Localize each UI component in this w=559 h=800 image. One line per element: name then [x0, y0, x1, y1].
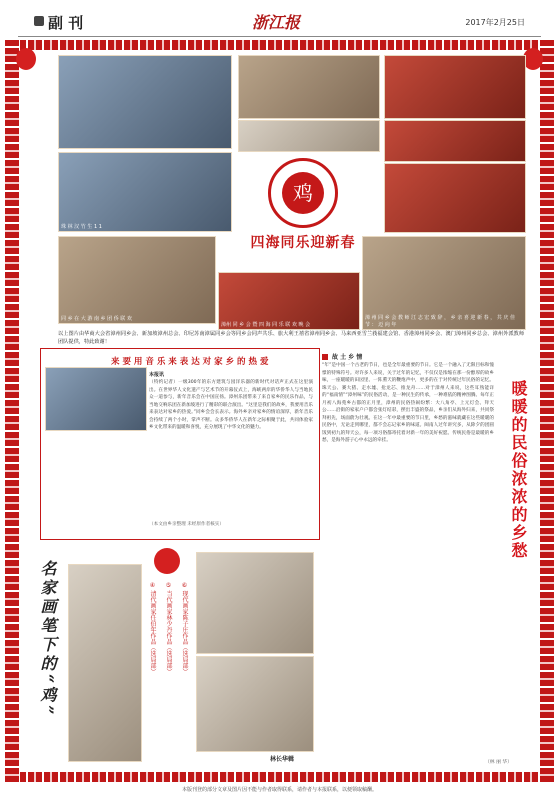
art-caption-2: ⑤ 当代画家林少丹作品（选局部） [165, 582, 172, 675]
seal-text: 四海同乐迎新春 [250, 235, 356, 251]
collage-caption: 以上图片由华商大会省漳州同乡会、新加坡漳州总会、印尼苏南漳属同乡会等同乡会同声共乐、旅大利王禧省漳州同乡会、马来西亚雪兰莪福建会馆、香港漳州同乡会、澳门漳州同乡总会、漳州外派教师团队提供，特此致谢！ [58, 331, 524, 345]
new-year-seal [238, 152, 368, 270]
photo-stage-group [384, 55, 526, 119]
painting-rooster-3 [196, 656, 314, 752]
article-folk-custom [322, 348, 524, 768]
frame-right [540, 40, 554, 782]
art-left-title: 名家画笔下的“鸡” [38, 560, 57, 718]
photo-ship-group [58, 55, 232, 149]
article-folk-author: （林 丽 华） [484, 760, 512, 765]
rooster-seal-icon: 鸡 [282, 172, 324, 214]
badge-icon [322, 354, 328, 360]
caption-mid-right: 漳州 同 乡 会 暨 四 海 同 乐 联 欢 晚 会 [221, 322, 311, 328]
article-concert-body: （特约记者）一级300年的东方建筑与园洋乐器的新时代对话声正式在这里演出。在世界华人文化遗产与艺术节的开幕仪式上，海峡两岸的华侨华人与当地民众一道参与，新年音乐会在中国宣扬。漳州乐团带来了来自家乡的民乐作品，与当地交响乐团在新加坡进行了精彩的联合演出。“这里是我们的故乡，我要用音乐来表达对家乡的热爱。”同乡会会长表示。海外乡亲对家乡的情谊深厚，新年音乐会持续了两个小时，掌声不断。众多华侨华人在新年之际相聚于此，共同体验家乡文化带来的温暖和喜悦，充分展现了中华文化的魅力。 [149, 380, 313, 430]
issue-date: 2017年2月25日 [465, 18, 525, 27]
article-concert-note: （本文由乡亲整理 未经原作者核实） [149, 522, 224, 527]
art-caption-1: ④ 清代画家任伯年作品（选局部） [149, 582, 156, 675]
photo-stage-banner [384, 163, 526, 233]
caption-mid-left: 同 乡 在 大 游 南 乡 团 侨 联 欢 [61, 316, 132, 322]
frame-left [5, 40, 19, 782]
photo-classroom [362, 236, 526, 330]
article-concert-byline: 本报讯 [149, 372, 165, 378]
photo-hall-crowd [58, 236, 216, 324]
photo-dinner [238, 55, 380, 119]
article-folk-badge: 故 土 乡 情 [332, 354, 363, 361]
footer-note: 本版刊登的部分文章及图片因不能与作者取得联系，请作者与本报联系，以便领取稿酬。 [181, 787, 377, 793]
folk-title-col2: 浓浓的乡愁 [509, 470, 528, 560]
frame-top [20, 40, 539, 50]
caption-ship: 珠 林 汉 竹 生 1 1 [61, 224, 102, 230]
art-caption-3: ⑥ 现代画家陈子庄作品（选局部） [181, 582, 188, 675]
photo-river-boat [58, 152, 232, 232]
lantern-left-icon [16, 48, 36, 70]
photo-performers [384, 120, 526, 162]
painting-rooster-2 [196, 552, 314, 654]
photo-banner-group [218, 272, 360, 330]
article-concert-title: 来 要 用 音 乐 来 表 达 对 家 乡 的 热 爱 [111, 357, 269, 367]
section-icon [34, 16, 44, 26]
caption-right-small: 漳 州 同 乡 会 教 师 江 志 宏 致 辞 ， 乡 亲 喜 迎 新 春 ， 共 庆 佳 节 ： 迈 向 年 [365, 315, 515, 328]
photo-meeting [238, 120, 380, 152]
lantern-right-icon [523, 48, 543, 70]
art-editor: 林长华辑 [270, 756, 295, 763]
article-concert [40, 348, 320, 540]
frame-bottom [20, 772, 539, 782]
folk-title-col1: 暖暖的民俗 [509, 380, 528, 470]
art-section [24, 542, 318, 770]
header-bar [18, 6, 541, 37]
painting-rooster-1 [68, 564, 142, 762]
paper-cut-icon [154, 548, 180, 574]
photo-orchestra [45, 367, 147, 431]
article-folk-body: “年”是中国一个古老的节日，也是全年最重要的节日。它是一个融入了无限目标和憧憬的特殊符号。对许多人来说，关于过年的记忆，不仅仅是浓缩在那一份醇厚的故乡味，一座暖暖的田园里、一阵熏天的鞭炮声中，更多的在于对传统过年民俗的记忆。珠天公、赛大猪、走水墟、抢龙芯、推龙舟……对于漳州人来说，这些耳熟能详的“福南情”“漳州味”的民俗活动，是一种民生的传承，一种难依的精神图腾。每年正月初八海苑乡古都的正月里，漳州的民俗热闹纷繁：大八角亭、上元灯会、拜天公……沿街的家家户户都会张灯结彩，摆出丰盛的祭品，乡亲们从海外归来，共同祭拜祖先，场面蔚为壮观。在这一年中最重要的节日里，乡愁的滋味就藏在这些暖暖的民俗中，无论走到哪里，都不会忘记家乡的味道。闽南人过年讲究多，从除夕的团圆饭到初九的拜天公，每一项习俗都寄托着对新一年的美好祝愿。传统民俗是最暖的乡愁，是海外游子心中永远的牵挂。 [322, 363, 494, 443]
section-title: 副 刊 [48, 14, 84, 32]
masthead: 浙江报 [252, 13, 301, 32]
